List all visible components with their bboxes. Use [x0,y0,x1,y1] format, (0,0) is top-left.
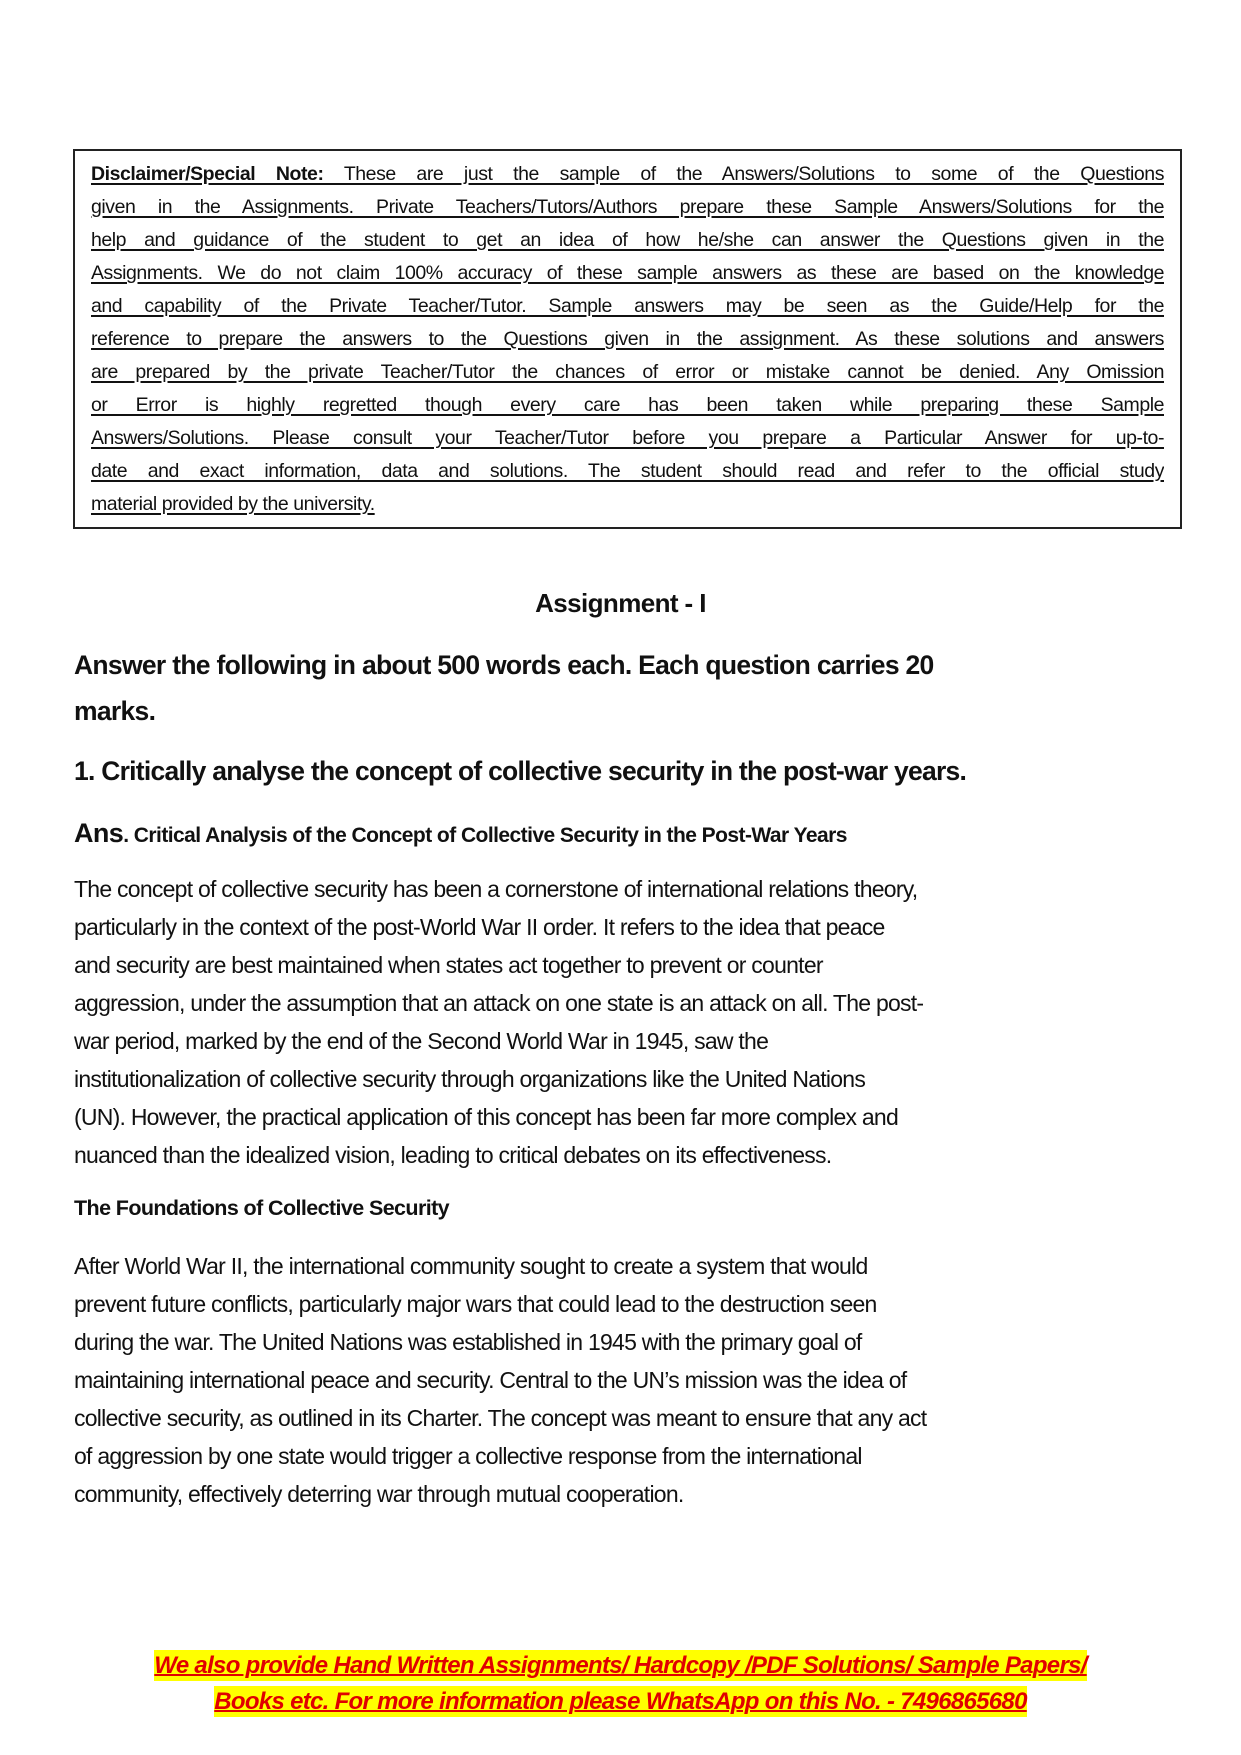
section-heading: The Foundations of Collective Security [74,1196,450,1220]
paragraph-line: of aggression by one state would trigger a collective response from the international [74,1443,862,1469]
question-1: 1. Critically analyse the concept of collective security in the post-war years. [74,756,967,786]
disclaimer-line: Assignments. We do not claim 100% accuracy of these sample answers as these are based on the knowledge [91,262,1164,284]
paragraph-line: war period, marked by the end of the Second World War in 1945, saw the [74,1028,769,1054]
disclaimer-line: Disclaimer/Special Note: These are just the sample of the Answers/Solutions to some of the Questions [91,163,1164,185]
disclaimer-line: date and exact information, data and solutions. The student should read and refer to the official study [91,460,1164,482]
disclaimer-line: given in the Assignments. Private Teachers/Tutors/Authors prepare these Sample Answers/Solutions for the [91,196,1164,218]
answer-label: Ans [74,818,124,848]
disclaimer-line: reference to prepare the answers to the Questions given in the assignment. As these solutions and answers [91,328,1164,350]
paragraph-line: particularly in the context of the post-World War II order. It refers to the idea that peace [74,914,885,940]
instruction-line: marks. [74,696,156,726]
disclaimer-line: or Error is highly regretted though every care has been taken while preparing these Sample [91,394,1164,416]
paragraph-line: and security are best maintained when states act together to prevent or counter [74,952,823,978]
instruction-line: Answer the following in about 500 words each. Each question carries 20 [74,650,934,680]
promo-line: We also provide Hand Written Assignments/ Hardcopy /PDF Solutions/ Sample Papers/ [154,1652,1087,1679]
disclaimer-line: and capability of the Private Teacher/Tutor. Sample answers may be seen as the Guide/Help for the [91,295,1164,317]
paragraph-line: institutionalization of collective security through organizations like the United Nations [74,1066,866,1092]
paragraph-line: collective security, as outlined in its Charter. The concept was meant to ensure that any act [74,1405,927,1431]
answer-title: Critical Analysis of the Concept of Collective Security in the Post-War Years [133,824,847,847]
paragraph-line: After World War II, the international community sought to create a system that would [74,1253,868,1279]
paragraph-line: The concept of collective security has been a cornerstone of international relations theory, [74,876,918,902]
assignment-title: Assignment - I [535,588,706,618]
disclaimer-line: help and guidance of the student to get an idea of how he/she can answer the Questions given in the [91,229,1164,251]
paragraph-line: aggression, under the assumption that an attack on one state is an attack on all. The post- [74,990,924,1016]
paragraph-line: prevent future conflicts, particularly major wars that could lead to the destruction seen [74,1291,877,1317]
paragraph-line: during the war. The United Nations was established in 1945 with the primary goal of [74,1329,862,1355]
promo-line: Books etc. For more information please WhatsApp on this No. - 7496865680 [214,1688,1027,1715]
disclaimer-line: Answers/Solutions. Please consult your Teacher/Tutor before you prepare a Particular Answer for up-to- [91,427,1164,449]
paragraph-line: community, effectively deterring war through mutual cooperation. [74,1481,684,1507]
disclaimer-line: material provided by the university. [91,493,375,515]
answer-heading: Ans. Critical Analysis of the Concept of Collective Security in the Post-War Years [74,818,847,848]
paragraph-line: (UN). However, the practical application of this concept has been far more complex and [74,1104,898,1130]
paragraph-line: maintaining international peace and security. Central to the UN’s mission was the idea of [74,1367,907,1393]
disclaimer-line: are prepared by the private Teacher/Tutor the chances of error or mistake cannot be denied. Any Omission [91,361,1164,383]
disclaimer-label: Disclaimer/Special Note: [91,163,324,185]
paragraph-line: nuanced than the idealized vision, leading to critical debates on its effectiveness. [74,1142,832,1168]
disclaimer-box [73,149,1182,529]
